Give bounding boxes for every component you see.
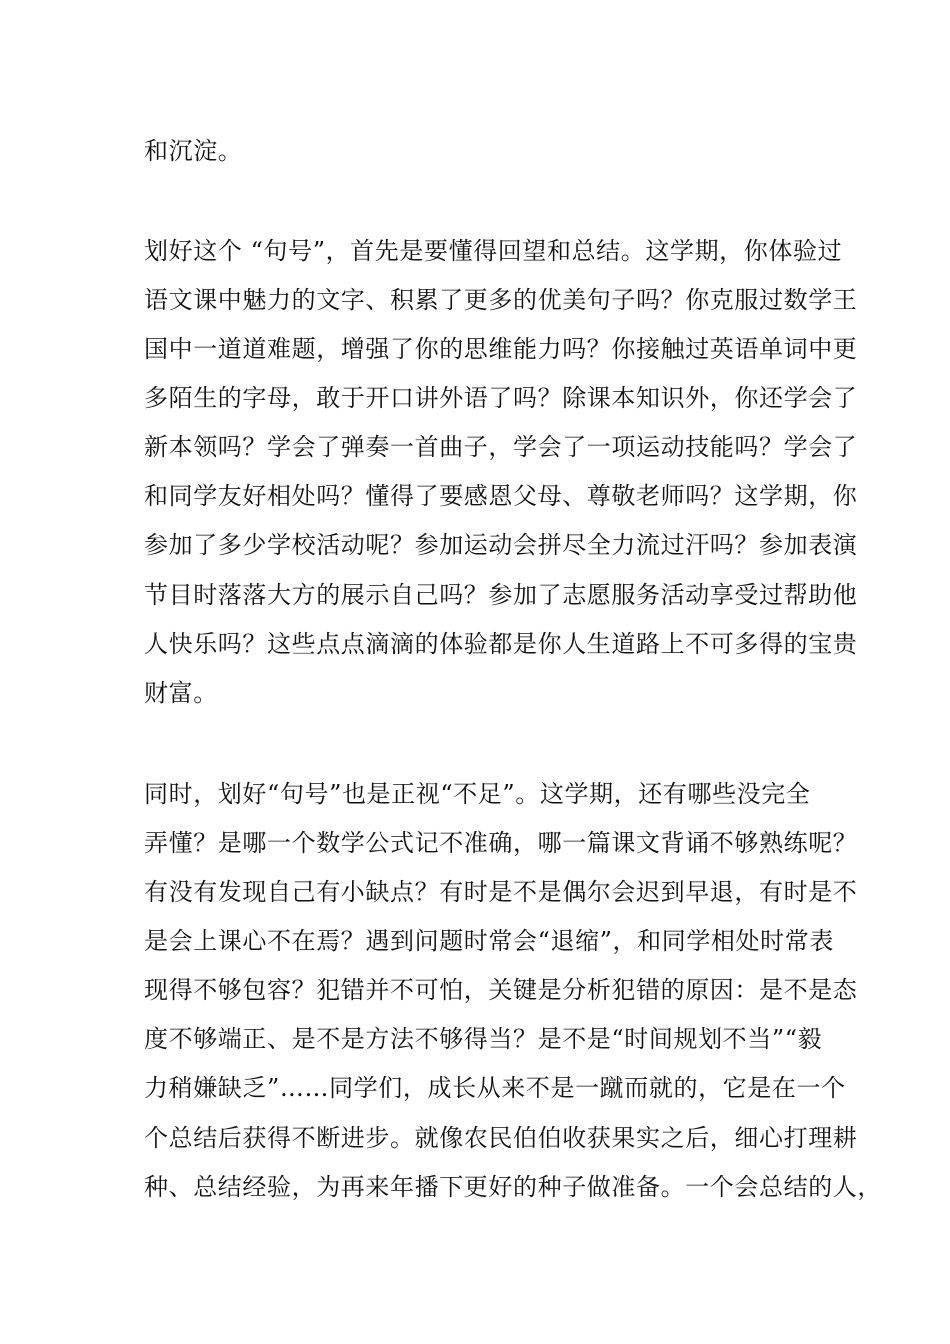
paragraph-3-line-9: 种、总结经验，为再来年播下更好的种子做准备。一个会总结的人，	[144, 1173, 882, 1201]
paragraph-3-line-2: 弄懂？是哪一个数学公式记不准确，哪一篇课文背诵不够熟练呢？	[144, 829, 858, 857]
paragraph-3-line-7: 力稍嫌缺乏”……同学们，成长从来不是一蹴而就的，它是在一个	[144, 1074, 846, 1102]
paragraph-3-line-5: 现得不够包容？犯错并不可怕，关键是分析犯错的原因：是不是态	[144, 976, 858, 1004]
paragraph-2-line-5: 新本领吗？学会了弹奏一首曲子，学会了一项运动技能吗？学会了	[144, 433, 858, 461]
paragraph-2-line-9: 人快乐吗？这些点点滴滴的体验都是你人生道路上不可多得的宝贵	[144, 630, 858, 658]
paragraph-3-line-1: 同时，划好“句号”也是正视“不足”。这学期，还有哪些没完全	[144, 780, 811, 808]
paragraph-2-line-6: 和同学友好相处吗？懂得了要感恩父母、尊敬老师吗？这学期，你	[144, 482, 858, 510]
paragraph-3-line-4: 是会上课心不在焉？遇到问题时常会“退缩”，和同学相处时常表	[144, 927, 834, 955]
paragraph-2-line-3: 国中一道道难题，增强了你的思维能力吗？你接触过英语单词中更	[144, 335, 858, 363]
paragraph-2-line-4: 多陌生的字母，敢于开口讲外语了吗？除课本知识外，你还学会了	[144, 384, 858, 412]
paragraph-2-line-1: 划好这个 “句号”，首先是要懂得回望和总结。这学期，你体验过	[144, 237, 843, 265]
paragraph-3-line-6: 度不够端正、是不是方法不够得当？是不是“时间规划不当”“毅	[144, 1025, 823, 1053]
paragraph-2-line-8: 节目时落落大方的展示自己吗？参加了志愿服务活动享受过帮助他	[144, 581, 858, 609]
paragraph-2-line-7: 参加了多少学校活动呢？参加运动会拼尽全力流过汗吗？参加表演	[144, 531, 858, 559]
paragraph-2-line-10: 财富。	[144, 679, 218, 707]
paragraph-3-line-8: 个总结后获得不断进步。就像农民伯伯收获果实之后，细心打理耕	[144, 1124, 858, 1152]
paragraph-3-line-3: 有没有发现自己有小缺点？有时是不是偶尔会迟到早退，有时是不	[144, 878, 858, 906]
paragraph-2-line-2: 语文课中魅力的文字、积累了更多的优美句子吗？你克服过数学王	[144, 286, 858, 314]
paragraph-1-line-1: 和沉淀。	[144, 137, 243, 165]
